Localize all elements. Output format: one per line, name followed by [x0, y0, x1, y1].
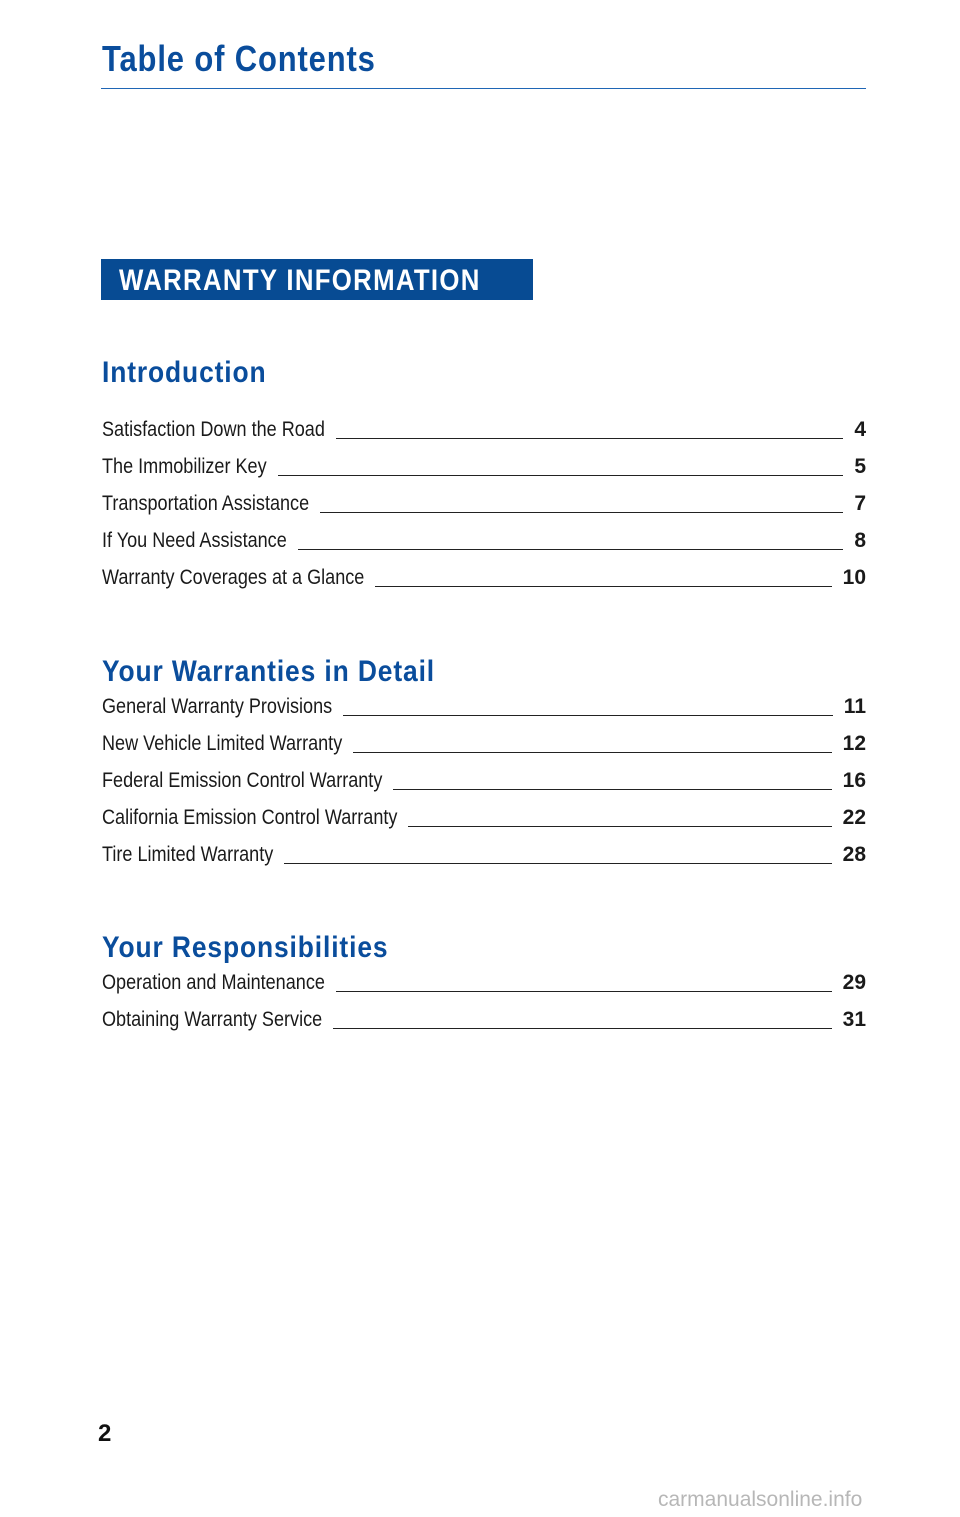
toc-leader	[333, 1028, 831, 1029]
toc-entries	[102, 958, 866, 1032]
toc-leader	[353, 752, 831, 753]
toc-entry-label: Satisfaction Down the Road	[102, 418, 325, 441]
toc-entry-label: California Emission Control Warranty	[102, 806, 398, 829]
toc-entry[interactable]	[102, 756, 866, 793]
warranty-information-banner	[101, 259, 533, 300]
toc-entry-page: 12	[842, 732, 866, 755]
toc-entry-page: 10	[842, 566, 866, 589]
toc-entry-label: General Warranty Provisions	[102, 695, 333, 718]
toc-entry-page: 29	[842, 971, 866, 994]
section-your-warranties-in-detail	[102, 654, 866, 867]
toc-entry-label: Transportation Assistance	[102, 492, 310, 515]
toc-entry[interactable]	[102, 719, 866, 756]
toc-entry-page: 22	[842, 806, 866, 829]
toc-leader	[393, 789, 831, 790]
page-number: 2	[98, 1420, 112, 1447]
toc-leader	[343, 715, 833, 716]
toc-entry-page: 5	[854, 455, 866, 478]
toc-entry-page: 31	[842, 1008, 866, 1031]
toc-entry-label: Operation and Maintenance	[102, 971, 325, 994]
toc-entry-label: The Immobilizer Key	[102, 455, 267, 478]
toc-leader	[284, 863, 831, 864]
toc-entry-label: If You Need Assistance	[102, 529, 287, 552]
toc-entry-label: Tire Limited Warranty	[102, 843, 274, 866]
section-introduction	[102, 355, 866, 590]
toc-entry[interactable]	[102, 553, 866, 590]
toc-leader	[278, 475, 844, 476]
toc-entry-page: 4	[854, 418, 866, 441]
toc-entry-label: Obtaining Warranty Service	[102, 1008, 323, 1031]
toc-leader	[298, 549, 844, 550]
toc-entry[interactable]	[102, 830, 866, 867]
toc-entries	[102, 405, 866, 590]
watermark: carmanualsonline.info	[658, 1488, 863, 1511]
page-title: Table of Contents	[102, 38, 376, 79]
toc-entry[interactable]	[102, 516, 866, 553]
title-rule	[101, 88, 866, 89]
toc-leader	[375, 586, 831, 587]
toc-leader	[320, 512, 843, 513]
toc-entry-page: 28	[842, 843, 866, 866]
toc-entries	[102, 682, 866, 867]
toc-entry-page: 8	[854, 529, 866, 552]
toc-leader	[336, 438, 843, 439]
section-heading: Introduction	[102, 356, 267, 389]
toc-entry[interactable]	[102, 442, 866, 479]
section-your-responsibilities	[102, 930, 866, 1032]
toc-entry-label: New Vehicle Limited Warranty	[102, 732, 343, 755]
toc-entry[interactable]	[102, 682, 866, 719]
toc-entry[interactable]	[102, 995, 866, 1032]
section-heading: Your Warranties in Detail	[102, 655, 436, 688]
section-heading: Your Responsibilities	[102, 931, 389, 964]
toc-entry[interactable]	[102, 479, 866, 516]
toc-entry-page: 11	[843, 695, 866, 718]
toc-entry-page: 7	[854, 492, 866, 515]
toc-entry[interactable]	[102, 405, 866, 442]
banner-text: WARRANTY INFORMATION	[119, 264, 481, 297]
toc-entry-label: Federal Emission Control Warranty	[102, 769, 383, 792]
toc-entry[interactable]	[102, 958, 866, 995]
toc-entry-label: Warranty Coverages at a Glance	[102, 566, 365, 589]
toc-leader	[336, 991, 832, 992]
toc-leader	[408, 826, 831, 827]
toc-entry-page: 16	[842, 769, 866, 792]
toc-entry[interactable]	[102, 793, 866, 830]
